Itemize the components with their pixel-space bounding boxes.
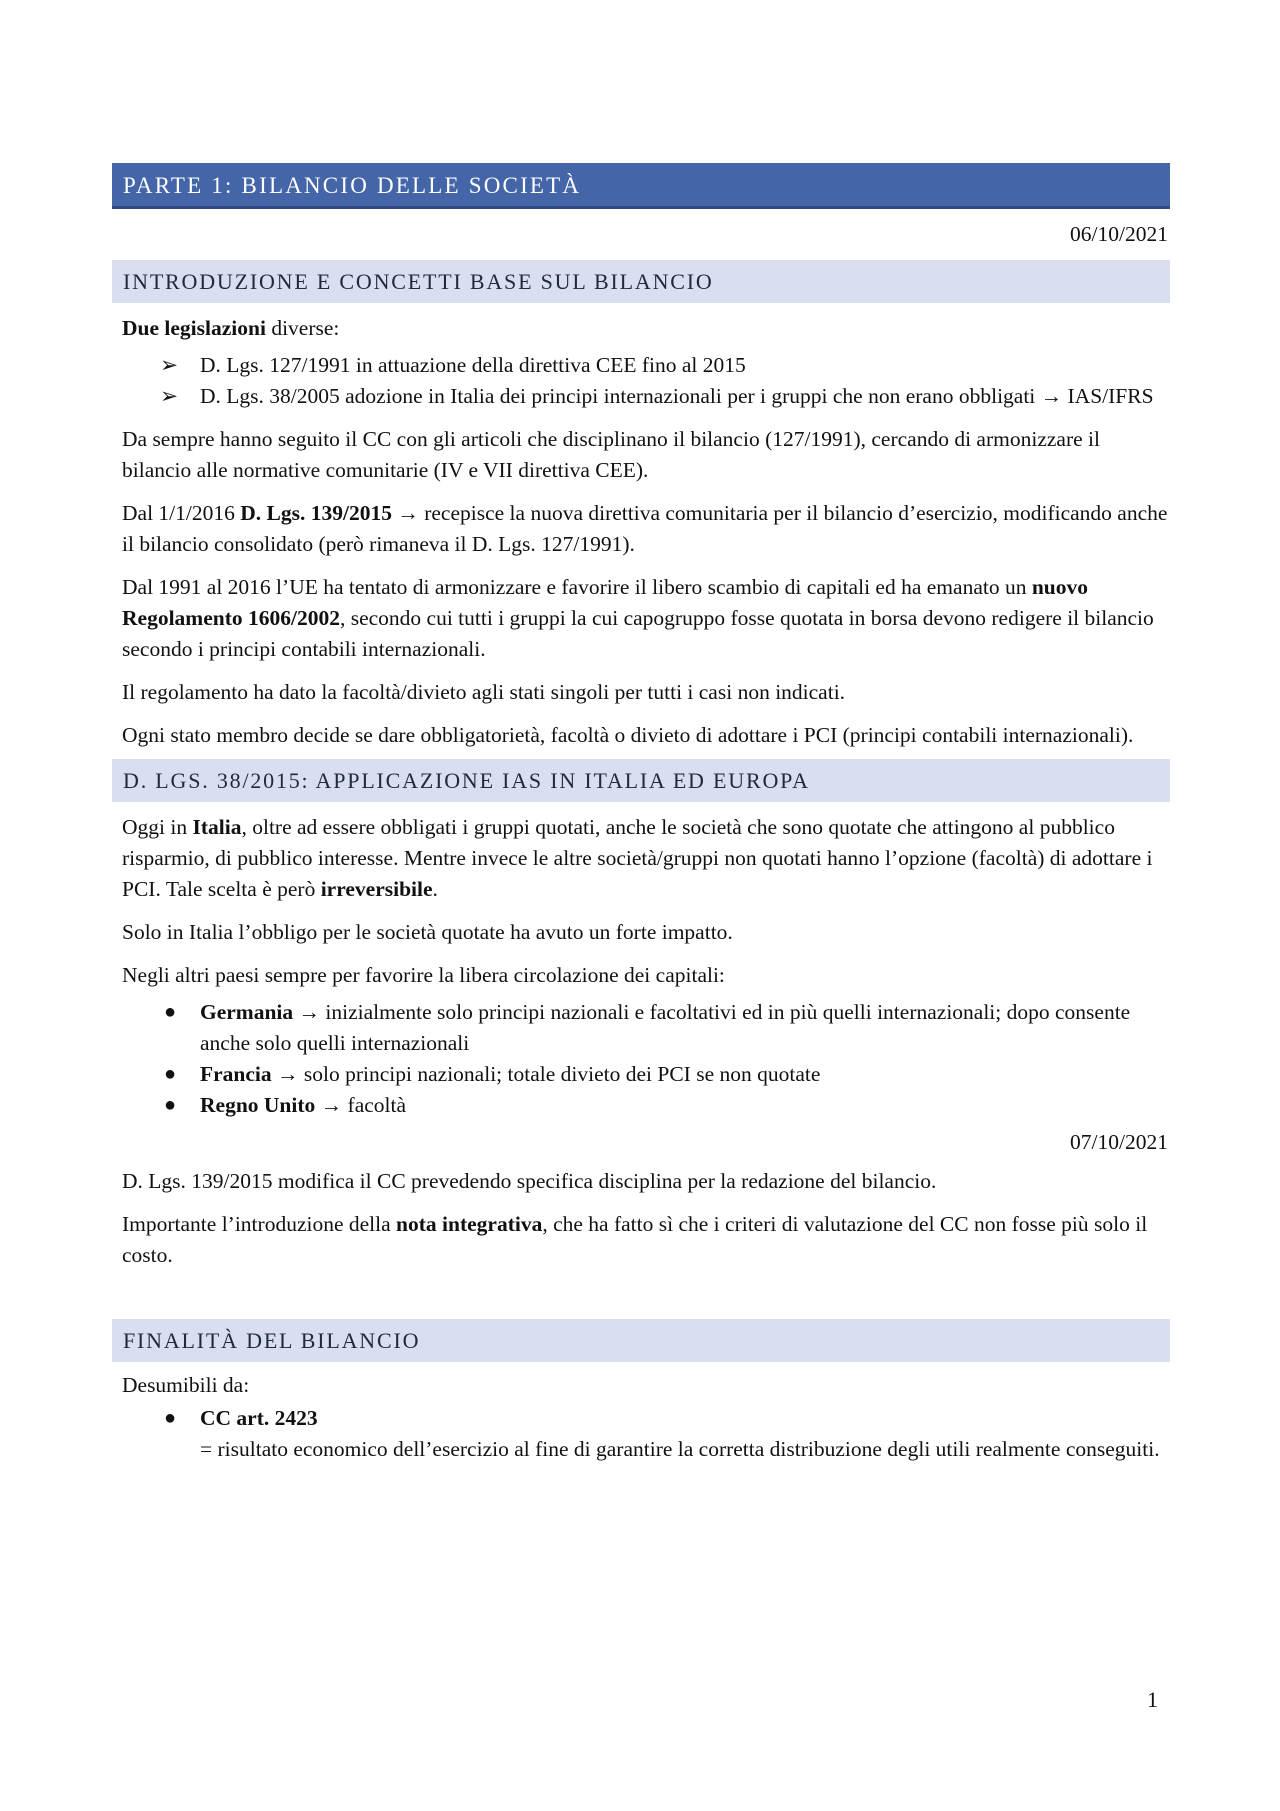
bold-text: CC art. 2423 <box>200 1406 318 1430</box>
text: diverse: <box>265 316 340 340</box>
list-item-text: → inizialmente solo principi nazionali e facoltativi ed in più quelli internazionali; dopo consente anche solo quelli internazionali <box>200 1000 1131 1055</box>
text: , secondo cui tutti i gruppi la cui capogruppo fosse quotata in borsa devono redigere il bilancio secondo i principi contabili internazionali. <box>122 606 1154 661</box>
list-item-text: = risultato economico dell’esercizio al fine di garantire la corretta distribuzione degli utili realmente conseguiti. <box>200 1437 1160 1461</box>
bold-text: irreversibile <box>320 877 433 901</box>
country-name: Regno Unito <box>200 1093 316 1117</box>
bold-text: D. Lgs. 139/2015 <box>240 501 392 525</box>
section-heading-introduzione: INTRODUZIONE E CONCETTI BASE SUL BILANCIO <box>112 260 1170 303</box>
paragraph: Negli altri paesi sempre per favorire la libera circolazione dei capitali: <box>122 963 725 987</box>
list-item-text: → facoltà <box>315 1093 407 1117</box>
date-stamp: 06/10/2021 <box>1070 222 1168 246</box>
list-item <box>112 381 1170 412</box>
bullet-icon: ● <box>164 1001 177 1023</box>
text: Importante l’introduzione della <box>122 1212 397 1236</box>
bullet-icon: ● <box>164 1407 177 1429</box>
country-name: Germania <box>200 1000 294 1024</box>
paragraph: Il regolamento ha dato la facoltà/divieto agli stati singoli per tutti i casi non indicati. <box>122 680 846 704</box>
bold-text: nuovo Regolamento 1606/2002 <box>122 575 1089 630</box>
section-heading-dlgs: D. LGS. 38/2015: APPLICAZIONE IAS IN ITALIA ED EUROPA <box>112 759 1170 802</box>
bold-text: Due legislazioni <box>122 316 266 340</box>
list-item <box>112 1090 1170 1121</box>
text: Dal 1/1/2016 <box>122 501 241 525</box>
paragraph <box>112 498 1170 560</box>
arrow-bullet-icon: ➢ <box>160 384 179 408</box>
sources-list <box>112 1403 1170 1465</box>
country-name: Francia <box>200 1062 272 1086</box>
paragraph: Desumibili da: <box>122 1373 250 1397</box>
legislation-list <box>112 350 1170 412</box>
list-item <box>112 997 1170 1059</box>
bold-text: nota integrativa <box>396 1212 543 1236</box>
part-heading: PARTE 1: BILANCIO DELLE SOCIETÀ <box>112 163 1170 209</box>
list-item-text: D. Lgs. 127/1991 in attuazione della direttiva CEE fino al 2015 <box>200 353 746 377</box>
paragraph <box>112 812 1170 905</box>
page-number: 1 <box>1147 1687 1158 1712</box>
page-content <box>112 163 1170 1465</box>
text: . <box>432 877 438 901</box>
list-item <box>112 1059 1170 1090</box>
arrow-bullet-icon: ➢ <box>160 353 179 377</box>
section-heading-finalita: FINALITÀ DEL BILANCIO <box>112 1319 1170 1362</box>
paragraph: Da sempre hanno seguito il CC con gli articoli che disciplinano il bilancio (127/1991), cercando di armonizzare il bilancio alle normative comunitarie (IV e VII direttiva CEE). <box>122 427 1100 482</box>
bullet-icon: ● <box>164 1094 177 1116</box>
paragraph <box>112 572 1170 665</box>
list-item <box>112 350 1170 381</box>
paragraph <box>112 313 1170 344</box>
text: Dal 1991 al 2016 l’UE ha tentato di armonizzare e favorire il libero scambio di capitali ed ha emanato un <box>122 575 1032 599</box>
text: → recepisce la nuova direttiva comunitaria per il bilancio d’esercizio, modificando anche il bilancio consolidato (però rimaneva il D. Lgs. 127/1991). <box>122 501 1168 556</box>
list-item-text: D. Lgs. 38/2005 adozione in Italia dei principi internazionali per i gruppi che non erano obbligati → IAS/IFRS <box>200 384 1154 408</box>
countries-list <box>112 997 1170 1121</box>
text: , oltre ad essere obbligati i gruppi quotati, anche le società che sono quotate che attingono al pubblico risparmio, di pubblico interesse. Mentre invece le altre società/gruppi non quotati hanno l’opzione (facoltà) di adottare i PCI. Tale scelta è però <box>122 815 1153 901</box>
paragraph <box>112 1209 1170 1271</box>
text: , che ha fatto sì che i criteri di valutazione del CC non fosse più solo il costo. <box>122 1212 1148 1267</box>
paragraph: Solo in Italia l’obbligo per le società quotate ha avuto un forte impatto. <box>122 920 733 944</box>
list-item-text: → solo principi nazionali; totale divieto dei PCI se non quotate <box>271 1062 821 1086</box>
text: Oggi in <box>122 815 193 839</box>
paragraph: Ogni stato membro decide se dare obbligatorietà, facoltà o divieto di adottare i PCI (principi contabili internazionali). <box>122 723 1134 747</box>
date-stamp: 07/10/2021 <box>1070 1130 1168 1154</box>
bullet-icon: ● <box>164 1063 177 1085</box>
bold-text: Italia <box>192 815 242 839</box>
paragraph: D. Lgs. 139/2015 modifica il CC prevedendo specifica disciplina per la redazione del bilancio. <box>122 1169 937 1193</box>
list-item <box>112 1403 1170 1465</box>
